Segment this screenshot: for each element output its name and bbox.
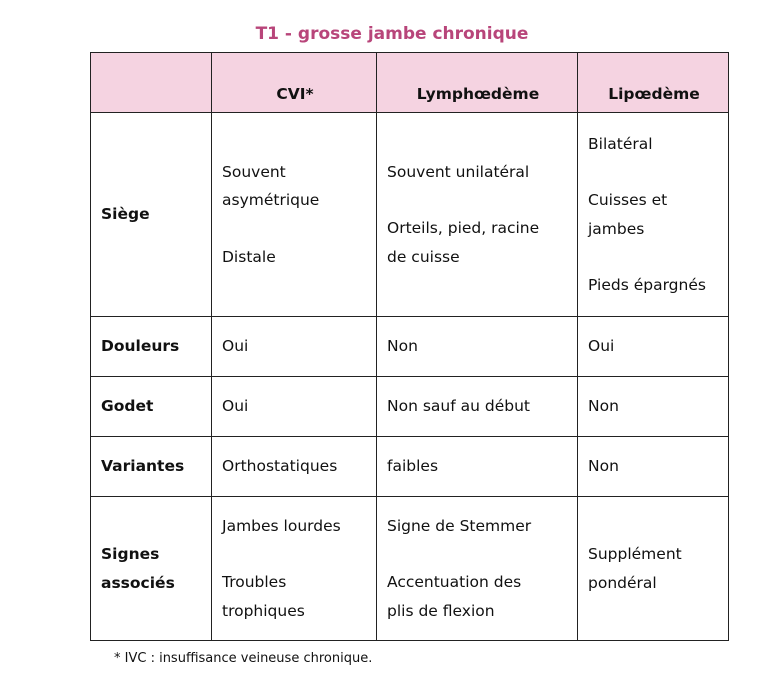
cell-line: Souvent unilatéral <box>387 162 530 181</box>
lymphoedeme-cell <box>377 497 578 641</box>
lymphoedeme-cell: Non sauf au début <box>377 377 578 437</box>
cell-line: Jambes lourdes <box>222 516 341 535</box>
cell-line: associés <box>101 573 175 592</box>
cell-line: Distale <box>222 247 276 266</box>
cell-gap <box>222 540 368 568</box>
row-label <box>91 113 212 317</box>
lymphoedeme-cell <box>377 113 578 317</box>
table-header-row <box>91 53 729 113</box>
cell-line: Signes <box>101 545 160 563</box>
table-row <box>91 437 729 497</box>
header-cvi: CVI* <box>212 53 377 113</box>
cell-gap <box>588 243 720 271</box>
header-lipoedeme: Lipœdème <box>578 53 729 113</box>
cell-line: Bilatéral <box>588 134 653 153</box>
table-row <box>91 317 729 377</box>
cell-line: Signe de Stemmer <box>387 516 532 535</box>
footnote: * IVC : insuffisance veineuse chronique. <box>114 651 373 666</box>
lymphoedeme-cell: faibles <box>377 437 578 497</box>
cell-gap <box>222 215 368 243</box>
cell-line: de cuisse <box>387 247 460 266</box>
cell-line: Supplément <box>588 545 682 563</box>
row-label <box>91 497 212 641</box>
cell-line: Accentuation des <box>387 573 522 592</box>
cell-line: trophiques <box>222 601 305 620</box>
row-label: Godet <box>91 377 212 437</box>
cell-line: Troubles <box>222 573 287 592</box>
cvi-cell <box>212 113 377 317</box>
row-label: Douleurs <box>91 317 212 377</box>
lipoedeme-cell: Non <box>578 437 729 497</box>
header-lymphoedeme: Lymphœdème <box>377 53 578 113</box>
cell-line: Pieds épargnés <box>588 276 706 294</box>
row-label: Variantes <box>91 437 212 497</box>
cell-line: plis de flexion <box>387 601 495 620</box>
cvi-cell <box>212 497 377 641</box>
cell-line: Orteils, pied, racine <box>387 219 540 238</box>
cell-line: jambes <box>588 219 645 238</box>
table-row <box>91 113 729 317</box>
table-row <box>91 497 729 641</box>
cell-line: Souvent <box>222 162 286 181</box>
header-blank-cell <box>91 53 212 113</box>
page-title: T1 - grosse jambe chronique <box>255 24 529 44</box>
cvi-cell: Oui <box>212 317 377 377</box>
lipoedeme-cell: Non <box>578 377 729 437</box>
cvi-cell: Orthostatiques <box>212 437 377 497</box>
lipoedeme-cell <box>578 113 729 317</box>
cell-gap <box>387 186 569 214</box>
cell-gap <box>588 158 720 186</box>
table-row <box>91 377 729 437</box>
comparison-table <box>90 52 729 641</box>
lipoedeme-cell: Oui <box>578 317 729 377</box>
cell-gap <box>387 540 569 568</box>
cvi-cell: Oui <box>212 377 377 437</box>
cell-line: pondéral <box>588 573 657 592</box>
lymphoedeme-cell: Non <box>377 317 578 377</box>
cell-line: asymétrique <box>222 191 320 210</box>
lipoedeme-cell <box>578 497 729 641</box>
cell-line: Cuisses et <box>588 191 668 209</box>
cell-line: Siège <box>101 205 150 224</box>
